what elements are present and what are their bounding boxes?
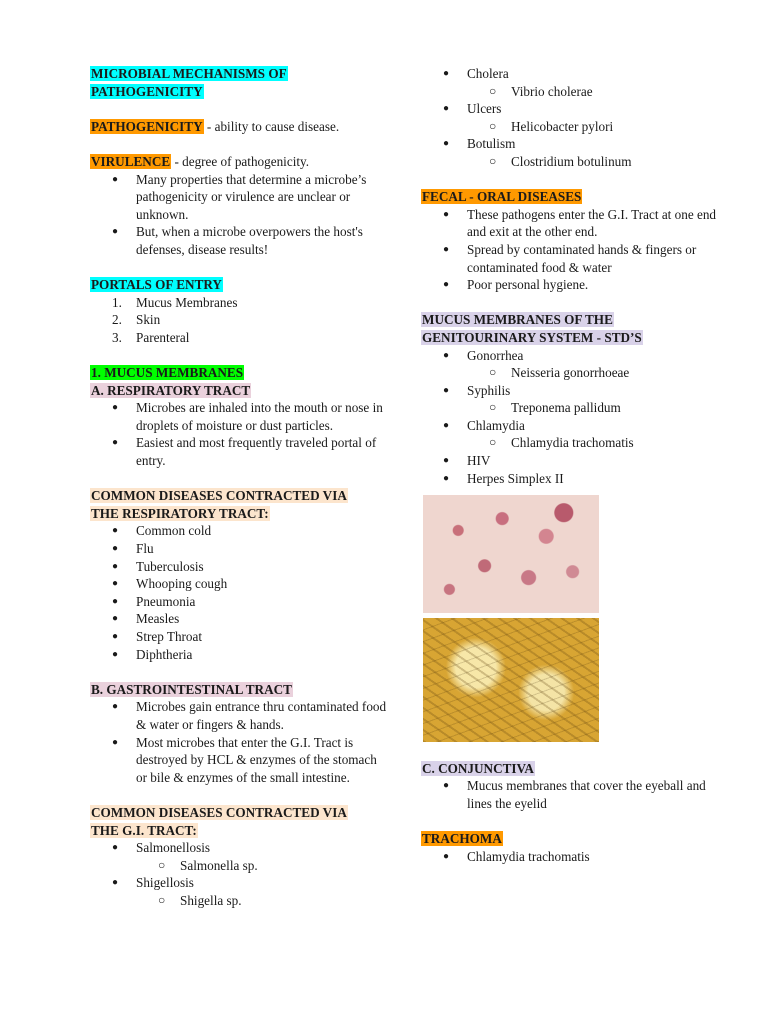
list-text: Mucus Membranes (136, 294, 238, 310)
list-item: ● Spread by contaminated hands & fingers or contaminated food & water (421, 241, 721, 276)
heading-line: GENITOURINARY SYSTEM - STD’S (422, 329, 642, 345)
left-column (90, 65, 390, 910)
list-item: ● Most microbes that enter the G.I. Tract is destroyed by HCL & enzymes of the stomach or bile & enzymes of the small intestine. (90, 734, 390, 787)
list-item: ● Poor personal hygiene. (421, 276, 721, 294)
pathogenicity-text: - ability to cause disease. (203, 118, 340, 134)
list-item: ● Syphilis (421, 382, 721, 400)
list-item: ● Many properties that determine a microbe’s pathogenicity or virulence are unclear or unknown. (90, 171, 390, 224)
list-item: ● Mucus membranes that cover the eyeball and lines the eyelid (421, 777, 721, 812)
list-item: ● Gonorrhea (421, 347, 721, 365)
sub-list-item: ○ Salmonella sp. (90, 857, 390, 875)
list-item: ● Flu (90, 540, 390, 558)
list-item: ● Whooping cough (90, 575, 390, 593)
respiratory-diseases-list (90, 522, 390, 663)
list-item: ● Shigellosis (90, 874, 390, 892)
list-number: 3. (112, 329, 122, 345)
conjunctiva-heading: C. CONJUNCTIVA (422, 760, 534, 776)
pathogenicity-definition (90, 118, 390, 136)
trachoma-heading: TRACHOMA (422, 831, 502, 847)
respiratory-list (90, 399, 390, 469)
list-number: 1. (112, 294, 122, 310)
trachoma-list (421, 848, 721, 866)
heading-line: COMMON DISEASES CONTRACTED VIA (91, 488, 347, 504)
list-item: ● Cholera (421, 65, 721, 83)
list-item: ● Measles (90, 610, 390, 628)
sub-list-item: ○ Treponema pallidum (421, 399, 721, 417)
portals-heading: PORTALS OF ENTRY (91, 277, 222, 293)
list-item (90, 329, 390, 347)
heading-line: COMMON DISEASES CONTRACTED VIA (91, 804, 347, 820)
respiratory-diseases-heading (90, 487, 390, 522)
list-item: ● Common cold (90, 522, 390, 540)
genitourinary-heading (421, 311, 721, 346)
list-item: ● But, when a microbe overpowers the host's defenses, disease results! (90, 223, 390, 258)
sub-list-item: ○ Chlamydia trachomatis (421, 434, 721, 452)
mucus-membranes-heading: 1. MUCUS MEMBRANES (91, 365, 244, 381)
virulence-list (90, 171, 390, 259)
std-list (421, 347, 721, 488)
list-item (90, 294, 390, 312)
sub-list-item: ○ Neisseria gonorrhoeae (421, 364, 721, 382)
gi-diseases-list (90, 839, 390, 909)
heading-line: THE G.I. TRACT: (91, 822, 197, 838)
gonorrhea-micrograph-image (423, 495, 599, 613)
pathogenicity-term: PATHOGENICITY (91, 118, 203, 134)
list-item: ● Tuberculosis (90, 558, 390, 576)
syphilis-micrograph-image (423, 618, 599, 742)
list-item: ● Microbes gain entrance thru contaminated food & water or fingers & hands. (90, 698, 390, 733)
list-item: ● Pneumonia (90, 593, 390, 611)
virulence-text: - degree of pathogenicity. (171, 153, 310, 169)
list-item: ● Diphtheria (90, 646, 390, 664)
list-item: ● Chlamydia trachomatis (421, 848, 721, 866)
gi-diseases-heading (90, 804, 390, 839)
heading-line: MUCUS MEMBRANES OF THE (422, 312, 613, 328)
gastrointestinal-list (90, 698, 390, 786)
list-item: ● Chlamydia (421, 417, 721, 435)
virulence-term: VIRULENCE (91, 153, 171, 169)
gi-diseases-list-continued (421, 65, 721, 171)
list-item: ● These pathogens enter the G.I. Tract at one end and exit at the other end. (421, 206, 721, 241)
list-text: Skin (136, 312, 161, 328)
fecal-oral-heading: FECAL - ORAL DISEASES (422, 189, 582, 205)
list-item: ● Botulism (421, 135, 721, 153)
gastrointestinal-heading: B. GASTROINTESTINAL TRACT (91, 681, 292, 697)
right-column (421, 65, 721, 865)
sub-list-item: ○ Clostridium botulinum (421, 153, 721, 171)
document-title (90, 65, 390, 100)
conjunctiva-list (421, 777, 721, 812)
respiratory-tract-heading: A. RESPIRATORY TRACT (91, 382, 251, 398)
list-item: ● Ulcers (421, 100, 721, 118)
title-line-2: PATHOGENICITY (91, 83, 203, 99)
list-item: ● Strep Throat (90, 628, 390, 646)
portals-list (90, 294, 390, 347)
list-item: ● Salmonellosis (90, 839, 390, 857)
list-item: ● Microbes are inhaled into the mouth or nose in droplets of moisture or dust particles. (90, 399, 390, 434)
sub-list-item: ○ Helicobacter pylori (421, 118, 721, 136)
title-line-1: MICROBIAL MECHANISMS OF (91, 66, 287, 81)
sub-list-item: ○ Vibrio cholerae (421, 83, 721, 101)
sub-list-item: ○ Shigella sp. (90, 892, 390, 910)
virulence-definition (90, 153, 390, 171)
list-item: ● HIV (421, 452, 721, 470)
list-text: Parenteral (136, 329, 190, 345)
list-item (90, 311, 390, 329)
list-item: ● Herpes Simplex II (421, 470, 721, 488)
fecal-oral-list (421, 206, 721, 294)
list-number: 2. (112, 312, 122, 328)
list-item: ● Easiest and most frequently traveled portal of entry. (90, 434, 390, 469)
heading-line: THE RESPIRATORY TRACT: (91, 505, 269, 521)
